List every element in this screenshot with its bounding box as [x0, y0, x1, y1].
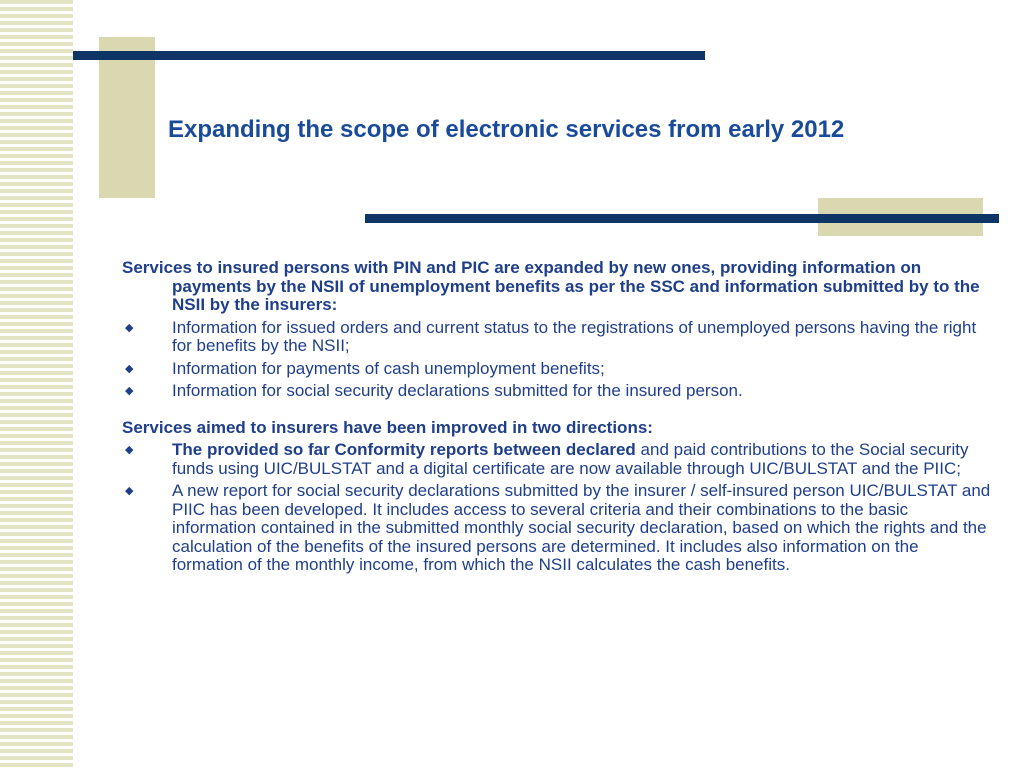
slide-title: Expanding the scope of electronic services from early 2012 — [168, 116, 845, 143]
list-item-text: and paid contributions to the Social security funds using UIC/BULSTAT and a digital certificate are now available through UIC/BULSTAT and the PIIC; — [172, 440, 969, 478]
list-item — [122, 482, 992, 575]
diamond-bullet-icon: ◆ — [125, 362, 134, 375]
accent-block-top — [99, 37, 155, 198]
list-item-text: Information for issued orders and current status to the registrations of unemployed persons having the right for benefits by the NSII; — [172, 317, 977, 355]
diamond-bullet-icon: ◆ — [125, 321, 134, 334]
insured-services-list — [122, 319, 992, 401]
title-rule-top — [73, 51, 705, 60]
diamond-bullet-icon: ◆ — [125, 385, 134, 397]
list-item-bold-text: The provided so far Conformity reports between declared — [172, 440, 636, 459]
list-item — [122, 319, 992, 356]
left-stripe-decoration — [0, 0, 73, 768]
title-rule-bottom — [365, 214, 999, 223]
list-item — [122, 382, 992, 401]
section-heading-insured: Services to insured persons with PIN and PIC are expanded by new ones, providing information on payments by the NSII of unemployment benefits as per the SSC and information submitted by to the NSII by the insurers: — [122, 258, 980, 314]
list-item-text: Information for payments of cash unemployment benefits; — [172, 358, 605, 378]
diamond-bullet-icon: ◆ — [125, 485, 134, 497]
list-item — [122, 441, 992, 478]
diamond-bullet-icon: ◆ — [125, 444, 134, 456]
list-item-text: Information for social security declarations submitted for the insured person. — [172, 381, 743, 400]
list-item-text: A new report for social security declarations submitted by the insurer / self-insured person UIC/BULSTAT and PIIC has been developed. It includes access to several criteria and their combinations to the basic information contained in the submitted monthly social security declaration, based on which the rights and the calculation of the benefits of the insured persons are determined. It includes also information on the formation of the monthly income, from which the NSII calculates the cash benefits. — [172, 481, 991, 574]
section-heading-insurers: Services aimed to insurers have been improved in two directions: — [122, 417, 653, 437]
list-item — [122, 360, 992, 379]
slide-body — [122, 259, 992, 579]
insurer-services-list — [122, 441, 992, 575]
